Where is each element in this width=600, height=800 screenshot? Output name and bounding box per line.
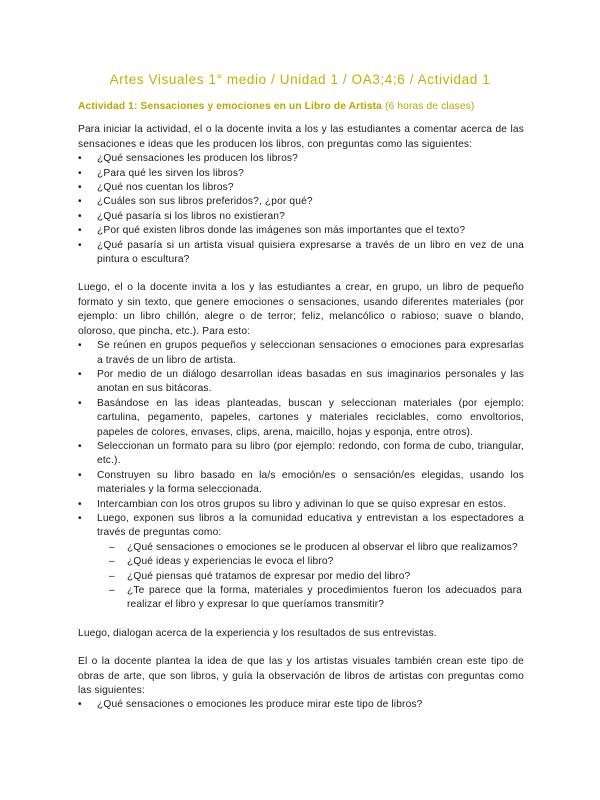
list-item: • Intercambian con los otros grupos su libro y adivinan lo que se quiso expresar en estos. (78, 498, 524, 512)
list-item: • ¿Qué nos cuentan los libros? (78, 181, 524, 195)
list-item: – ¿Te parece que la forma, materiales y procedimientos fueron los adecuados para realizar el libro y expresar lo que queríamos transmitir? (97, 584, 524, 613)
list-item: • ¿Qué sensaciones o emociones les produce mirar este tipo de libros? (78, 698, 524, 712)
list-item: • Seleccionan un formato para su libro (por ejemplo: redondo, con forma de cubo, triangular, etc.). (78, 440, 524, 469)
activity-title-text: Actividad 1: Sensaciones y emociones en un Libro de Artista (78, 101, 382, 112)
list-item: • Se reúnen en grupos pequeños y seleccionan sensaciones o emociones para expresarlas a través de un libro de artista. (78, 339, 524, 368)
list-item: • ¿Qué pasaría si los libros no existieran? (78, 210, 524, 224)
interview-question-list (97, 541, 524, 613)
create-paragraph: Luego, el o la docente invita a los y las estudiantes a crear, en grupo, un libro de pequeño formato y sin texto, que genere emociones o sensaciones, usando diferentes materiales (por ejemplo: un libro chillón, alegre o de terror; feliz, melancólico o rabioso; suave o blando, oloroso, que pincha, etc.). Para esto: (78, 282, 524, 337)
list-item: • ¿Por qué existen libros donde las imágenes son más importantes que el texto? (78, 224, 524, 238)
list-item: • ¿Para qué les sirven los libros? (78, 167, 524, 181)
list-item: – ¿Qué ideas y experiencias le evoca el libro? (97, 555, 524, 569)
list-item: • ¿Qué pasaría si un artista visual quisiera expresarse a través de un libro en vez de una pintura o escultura? (78, 239, 524, 268)
list-item: • Basándose en las ideas planteadas, buscan y seleccionan materiales (por ejemplo: cartulina, pegamento, papeles, cartones y materiales reciclables, como envoltorios, papeles de colores, envases, clips, arena, maicillo, hojas y esponja, entre otros). (78, 397, 524, 440)
page-header: Artes Visuales 1° medio / Unidad 1 / OA3;4;6 / Actividad 1 (109, 72, 491, 87)
steps-list (78, 339, 524, 613)
list-item: • ¿Cuáles son sus libros preferidos?, ¿por qué? (78, 195, 524, 209)
list-item (78, 512, 524, 613)
list-item: • Construyen su libro basado en la/s emoción/es o sensación/es elegidas, usando los materiales y la forma seleccionada. (78, 469, 524, 498)
document-body (78, 100, 524, 713)
intro-paragraph: Para iniciar la actividad, el o la docente invita a los y las estudiantes a comentar acerca de las sensaciones e ideas que les producen los libros, con preguntas como las siguientes: (78, 124, 524, 150)
artists-paragraph: El o la docente plantea la idea de que las y los artistas visuales también crean este tipo de obras de arte, que son libros, y guía la observación de libros de artistas con preguntas como las siguientes: (78, 656, 524, 697)
list-item: • Por medio de un diálogo desarrollan ideas basadas en sus imaginarios personales y las anotan en sus bitácoras. (78, 368, 524, 397)
list-item: • ¿Qué sensaciones les producen los libros? (78, 152, 524, 166)
dialogue-paragraph: Luego, dialogan acerca de la experiencia y los resultados de sus entrevistas. (78, 627, 437, 639)
intro-question-list (78, 152, 524, 267)
activity-hours: (6 horas de clases) (384, 101, 475, 112)
activity-title (78, 100, 524, 114)
final-question-list (78, 698, 524, 712)
list-item: – ¿Qué sensaciones o emociones se le producen al observar el libro que realizamos? (97, 541, 524, 555)
steps-last-text: Luego, exponen sus libros a la comunidad educativa y entrevistan a los espectadores a través de preguntas como: (97, 512, 524, 539)
list-item: – ¿Qué piensas qué tratamos de expresar por medio del libro? (97, 570, 524, 584)
